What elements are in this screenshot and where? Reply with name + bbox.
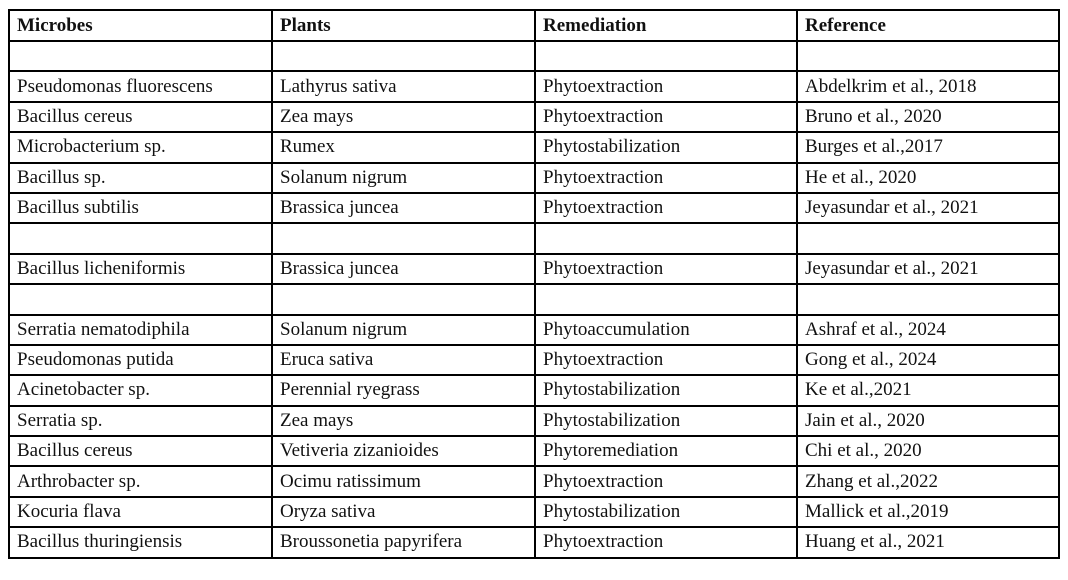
cell-reference: [797, 41, 1059, 71]
cell-reference: Mallick et al.,2019: [797, 497, 1059, 527]
cell-remediation: Phytostabilization: [535, 375, 797, 405]
table-row: [9, 132, 1059, 162]
cell-microbe: Bacillus licheniformis: [9, 254, 272, 284]
table-row: [9, 436, 1059, 466]
cell-remediation: [535, 41, 797, 71]
cell-plant: [272, 41, 535, 71]
cell-plant: Lathyrus sativa: [272, 71, 535, 101]
cell-plant: [272, 284, 535, 314]
cell-microbe: Bacillus thuringiensis: [9, 527, 272, 557]
cell-reference: [797, 284, 1059, 314]
cell-microbe: Bacillus cereus: [9, 436, 272, 466]
table-row: [9, 223, 1059, 253]
cell-microbe: Pseudomonas fluorescens: [9, 71, 272, 101]
header-plants: Plants: [272, 10, 535, 41]
table-row: [9, 284, 1059, 314]
cell-remediation: Phytoextraction: [535, 71, 797, 101]
table-row: [9, 163, 1059, 193]
cell-remediation: Phytoextraction: [535, 466, 797, 496]
cell-reference: Ke et al.,2021: [797, 375, 1059, 405]
cell-microbe: Bacillus sp.: [9, 163, 272, 193]
table-row: [9, 497, 1059, 527]
table-row: [9, 466, 1059, 496]
table-row: [9, 41, 1059, 71]
table-row: [9, 193, 1059, 223]
table-row: [9, 102, 1059, 132]
cell-reference: Zhang et al.,2022: [797, 466, 1059, 496]
cell-reference: Jeyasundar et al., 2021: [797, 254, 1059, 284]
cell-plant: Zea mays: [272, 406, 535, 436]
cell-microbe: Serratia sp.: [9, 406, 272, 436]
cell-microbe: [9, 41, 272, 71]
cell-remediation: Phytoaccumulation: [535, 315, 797, 345]
cell-plant: Perennial ryegrass: [272, 375, 535, 405]
cell-remediation: [535, 284, 797, 314]
cell-plant: Brassica juncea: [272, 193, 535, 223]
cell-remediation: Phytoextraction: [535, 193, 797, 223]
cell-microbe: Serratia nematodiphila: [9, 315, 272, 345]
cell-reference: Burges et al.,2017: [797, 132, 1059, 162]
cell-remediation: Phytostabilization: [535, 132, 797, 162]
table-row: [9, 315, 1059, 345]
header-remediation: Remediation: [535, 10, 797, 41]
cell-reference: Bruno et al., 2020: [797, 102, 1059, 132]
header-reference: Reference: [797, 10, 1059, 41]
table-container: [8, 9, 1060, 559]
cell-remediation: Phytoextraction: [535, 254, 797, 284]
cell-microbe: [9, 223, 272, 253]
cell-remediation: Phytostabilization: [535, 497, 797, 527]
cell-plant: Zea mays: [272, 102, 535, 132]
cell-reference: Jain et al., 2020: [797, 406, 1059, 436]
cell-microbe: Pseudomonas putida: [9, 345, 272, 375]
cell-reference: [797, 223, 1059, 253]
cell-remediation: Phytoextraction: [535, 163, 797, 193]
cell-plant: [272, 223, 535, 253]
cell-plant: Broussonetia papyrifera: [272, 527, 535, 557]
cell-reference: Gong et al., 2024: [797, 345, 1059, 375]
cell-microbe: [9, 284, 272, 314]
table-row: [9, 71, 1059, 101]
cell-plant: Vetiveria zizanioides: [272, 436, 535, 466]
cell-reference: Jeyasundar et al., 2021: [797, 193, 1059, 223]
cell-microbe: Microbacterium sp.: [9, 132, 272, 162]
cell-plant: Eruca sativa: [272, 345, 535, 375]
cell-plant: Rumex: [272, 132, 535, 162]
cell-microbe: Acinetobacter sp.: [9, 375, 272, 405]
table-row: [9, 345, 1059, 375]
cell-remediation: Phytoextraction: [535, 345, 797, 375]
cell-reference: Abdelkrim et al., 2018: [797, 71, 1059, 101]
microbe-plant-remediation-table: [8, 9, 1060, 559]
cell-microbe: Bacillus subtilis: [9, 193, 272, 223]
table-row: [9, 406, 1059, 436]
cell-remediation: [535, 223, 797, 253]
cell-microbe: Kocuria flava: [9, 497, 272, 527]
cell-remediation: Phytostabilization: [535, 406, 797, 436]
cell-plant: Ocimu ratissimum: [272, 466, 535, 496]
cell-plant: Solanum nigrum: [272, 163, 535, 193]
cell-remediation: Phytoextraction: [535, 102, 797, 132]
table-row: [9, 527, 1059, 557]
table-row: [9, 254, 1059, 284]
cell-reference: He et al., 2020: [797, 163, 1059, 193]
cell-plant: Brassica juncea: [272, 254, 535, 284]
cell-reference: Chi et al., 2020: [797, 436, 1059, 466]
header-row: [9, 10, 1059, 41]
table-row: [9, 375, 1059, 405]
cell-remediation: Phytoextraction: [535, 527, 797, 557]
table-body: [9, 41, 1059, 558]
cell-microbe: Arthrobacter sp.: [9, 466, 272, 496]
cell-plant: Oryza sativa: [272, 497, 535, 527]
cell-plant: Solanum nigrum: [272, 315, 535, 345]
cell-microbe: Bacillus cereus: [9, 102, 272, 132]
header-microbes: Microbes: [9, 10, 272, 41]
cell-reference: Ashraf et al., 2024: [797, 315, 1059, 345]
cell-remediation: Phytoremediation: [535, 436, 797, 466]
cell-reference: Huang et al., 2021: [797, 527, 1059, 557]
